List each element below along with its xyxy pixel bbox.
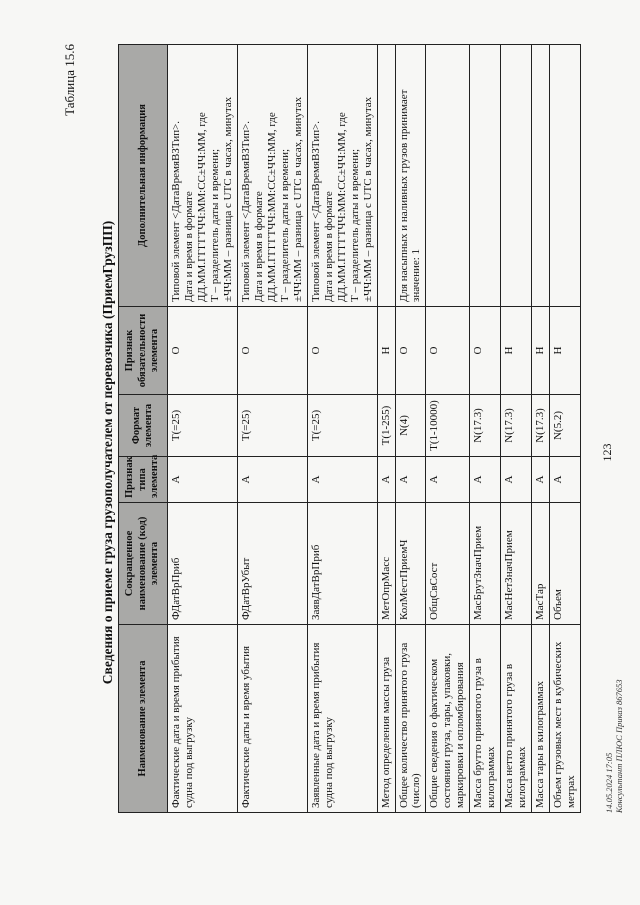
cell-required: О bbox=[470, 307, 501, 395]
cell-type: А bbox=[307, 457, 377, 503]
table-row bbox=[501, 45, 532, 813]
document-stamp bbox=[604, 679, 624, 813]
cell-code: ЗаявДатВрПриб bbox=[307, 503, 377, 625]
cell-info bbox=[550, 45, 581, 307]
cell-info: Типовой элемент <ДатаВремяВЗТип>. Дата и время в формате ДД.ММ.ГГГГТЧЧ:ММ:СС±ЧЧ:ММ, где Т – разделитель даты и времени; ±ЧЧ:ММ – разница с UTC в часах, минутах bbox=[237, 45, 307, 307]
cell-name: Метод определения массы груза bbox=[377, 625, 395, 813]
cell-name: Объем грузовых мест в кубических метрах bbox=[550, 625, 581, 813]
cell-type: А bbox=[501, 457, 532, 503]
cell-code: МетОпрМасс bbox=[377, 503, 395, 625]
cell-required: О bbox=[395, 307, 426, 395]
cell-name: Масса тары в килограммах bbox=[532, 625, 550, 813]
cell-code: ФДатВрПриб bbox=[168, 503, 238, 625]
cell-code: Объем bbox=[550, 503, 581, 625]
cell-format: N(5.2) bbox=[550, 395, 581, 457]
cell-type: А bbox=[377, 457, 395, 503]
cell-info bbox=[377, 45, 395, 307]
stamp-source: Консультант ПЛЮС Приказ 867653 bbox=[614, 679, 625, 813]
table-row bbox=[550, 45, 581, 813]
header-info: Дополнительная информация bbox=[119, 45, 168, 307]
cell-required: О bbox=[168, 307, 238, 395]
cell-type: А bbox=[550, 457, 581, 503]
cell-format: T(1-10000) bbox=[426, 395, 470, 457]
header-name: Наименование элемента bbox=[119, 625, 168, 813]
cell-code: МасБрутЗначПрием bbox=[470, 503, 501, 625]
cell-name: Фактические дата и время прибытия судна под выгрузку bbox=[168, 625, 238, 813]
table-row bbox=[237, 45, 307, 813]
cell-format: N(4) bbox=[395, 395, 426, 457]
table-title: Сведения о приеме груза грузополучателем от перевозчика (ПриемГрузПП) bbox=[100, 220, 115, 685]
cell-required: Н bbox=[501, 307, 532, 395]
cell-required: Н bbox=[550, 307, 581, 395]
cell-name: Общее количество принятого груза (число) bbox=[395, 625, 426, 813]
cell-required: О bbox=[237, 307, 307, 395]
cell-info bbox=[501, 45, 532, 307]
elements-table bbox=[118, 44, 581, 813]
cell-code: ФДатВрУбыт bbox=[237, 503, 307, 625]
cell-type: А bbox=[470, 457, 501, 503]
table-row bbox=[470, 45, 501, 813]
cell-type: А bbox=[426, 457, 470, 503]
cell-code: ОбщСвСост bbox=[426, 503, 470, 625]
cell-name: Масса брутто принятого груза в килограммах bbox=[470, 625, 501, 813]
cell-required: Н bbox=[532, 307, 550, 395]
cell-name: Заявленные дата и время прибытия судна под выгрузку bbox=[307, 625, 377, 813]
table-row bbox=[377, 45, 395, 813]
cell-format: N(17.3) bbox=[470, 395, 501, 457]
cell-info: Типовой элемент <ДатаВремяВЗТип>. Дата и время в формате ДД.ММ.ГГГГТЧЧ:ММ:СС±ЧЧ:ММ, где Т – разделитель даты и времени; ±ЧЧ:ММ – разница с UTC в часах, минутах bbox=[168, 45, 238, 307]
cell-name: Фактические даты и время убытия bbox=[237, 625, 307, 813]
stamp-date: 14.05.2024 17:05 bbox=[604, 752, 614, 813]
table-row bbox=[426, 45, 470, 813]
cell-format: N(17.3) bbox=[532, 395, 550, 457]
cell-info bbox=[532, 45, 550, 307]
cell-info bbox=[470, 45, 501, 307]
cell-type: А bbox=[395, 457, 426, 503]
table-header-row bbox=[119, 45, 168, 813]
table-row bbox=[532, 45, 550, 813]
header-format: Формат элемента bbox=[119, 395, 168, 457]
table-label: Таблица 15.6 bbox=[62, 44, 77, 116]
cell-format: T(=25) bbox=[237, 395, 307, 457]
cell-code: МасТар bbox=[532, 503, 550, 625]
header-type: Признак типа элемента bbox=[119, 457, 168, 503]
cell-type: А bbox=[532, 457, 550, 503]
cell-format: T(1-255) bbox=[377, 395, 395, 457]
table-row bbox=[307, 45, 377, 813]
cell-code: МасНетЗначПрием bbox=[501, 503, 532, 625]
cell-required: О bbox=[307, 307, 377, 395]
cell-code: КолМестПриемЧ bbox=[395, 503, 426, 625]
cell-required: Н bbox=[377, 307, 395, 395]
cell-name: Масса нетто принятого груза в килограммах bbox=[501, 625, 532, 813]
header-code: Сокращенное наименование (код) элемента bbox=[119, 503, 168, 625]
cell-info: Типовой элемент <ДатаВремяВЗТип>. Дата и время в формате ДД.ММ.ГГГГТЧЧ:ММ:СС±ЧЧ:ММ, где Т – разделитель даты и времени; ±ЧЧ:ММ – разница с UTC в часах, минутах bbox=[307, 45, 377, 307]
cell-format: T(=25) bbox=[168, 395, 238, 457]
table-row bbox=[395, 45, 426, 813]
header-required: Признак обязательности элемента bbox=[119, 307, 168, 395]
cell-format: N(17.3) bbox=[501, 395, 532, 457]
cell-type: А bbox=[168, 457, 238, 503]
table-row bbox=[168, 45, 238, 813]
cell-format: T(=25) bbox=[307, 395, 377, 457]
page-number: 123 bbox=[600, 443, 614, 462]
cell-name: Общие сведения о фактическом состоянии груза, тары, упаковки, маркировки и опломбирования bbox=[426, 625, 470, 813]
cell-info: Для насыпных и наливных грузов принимает значение: 1 bbox=[395, 45, 426, 307]
cell-info bbox=[426, 45, 470, 307]
cell-type: А bbox=[237, 457, 307, 503]
cell-required: О bbox=[426, 307, 470, 395]
